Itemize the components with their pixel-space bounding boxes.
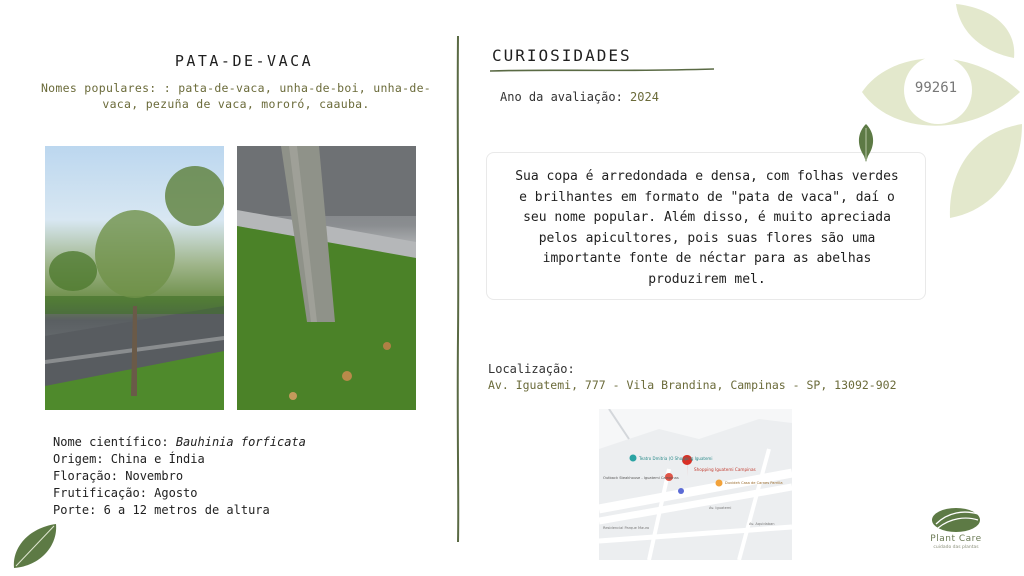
fruiting: Frutificação: Agosto xyxy=(53,486,198,500)
flowering: Floração: Novembro xyxy=(53,469,184,483)
leaf-decoration xyxy=(862,0,1024,222)
origin: Origem: China e Índia xyxy=(53,452,205,466)
location-map[interactable] xyxy=(599,409,792,560)
corner-leaf-icon xyxy=(10,522,60,570)
map-label-shopping: Shopping Iguatemi Campinas xyxy=(694,467,756,472)
small-leaf-icon xyxy=(856,124,876,162)
plant-care-logo-icon xyxy=(930,504,982,534)
brand-name: Plant Care xyxy=(930,534,982,544)
map-road-aquidaban: Av. Aquidaban xyxy=(749,522,775,526)
plant-name: PATA-DE-VACA xyxy=(174,52,314,70)
restaurant-pin-icon-2 xyxy=(716,480,723,487)
scientific-name: Bauhinia forficata xyxy=(175,435,306,449)
curiosity-card xyxy=(486,152,926,300)
popular-names: Nomes populares: : pata-de-vaca, unha-de-boi, unha-de-vaca, pezuña de vaca, mororó, caauba. xyxy=(40,81,432,111)
badge-number: 99261 xyxy=(914,80,958,96)
plant-details xyxy=(53,434,306,519)
tree-photo-street xyxy=(45,146,224,410)
map-label-outback: Outback Steakhouse - Iguatemi Campinas xyxy=(603,476,679,480)
evaluation-year xyxy=(500,90,659,104)
year-value: 2024 xyxy=(630,90,659,104)
brand-tagline: cuidado das plantas xyxy=(933,545,979,550)
scientific-name-label: Nome científico: xyxy=(53,435,176,449)
location-address[interactable]: Av. Iguatemi, 777 - Vila Brandina, Campinas - SP, 13092-902 xyxy=(488,378,897,392)
shop-pin-icon xyxy=(678,488,684,494)
tree-trunk-photo xyxy=(237,146,416,410)
map-road-iguatemi: Av. Iguatemi xyxy=(709,506,732,510)
location-label: Localização: xyxy=(488,362,575,376)
title-underline xyxy=(490,66,714,74)
year-label: Ano da avaliação: xyxy=(500,90,631,104)
scientific-name-row xyxy=(53,434,306,451)
map-label-duvideh: Duvideh Casa de Carnes Parrilla xyxy=(725,481,783,485)
plant-size: Porte: 6 a 12 metros de altura xyxy=(53,503,270,517)
theater-pin-icon xyxy=(630,455,637,462)
map-label-theater: Teatro Dmitria (O Shopping Iguatemi xyxy=(639,456,713,461)
curiosities-title: CURIOSIDADES xyxy=(492,46,632,65)
column-divider xyxy=(456,36,460,542)
map-road-residencial: Residencial Parque Mauro xyxy=(603,526,650,530)
curiosity-text: Sua copa é arredondada e densa, com folhas verdes e brilhantes em formato de "pata de vaca", daí o seu nome popular. Além disso, é muito apreciada pelos apicultores, pois suas flores são uma importante fonte de néctar para as abelhas produzirem mel. xyxy=(515,169,899,287)
